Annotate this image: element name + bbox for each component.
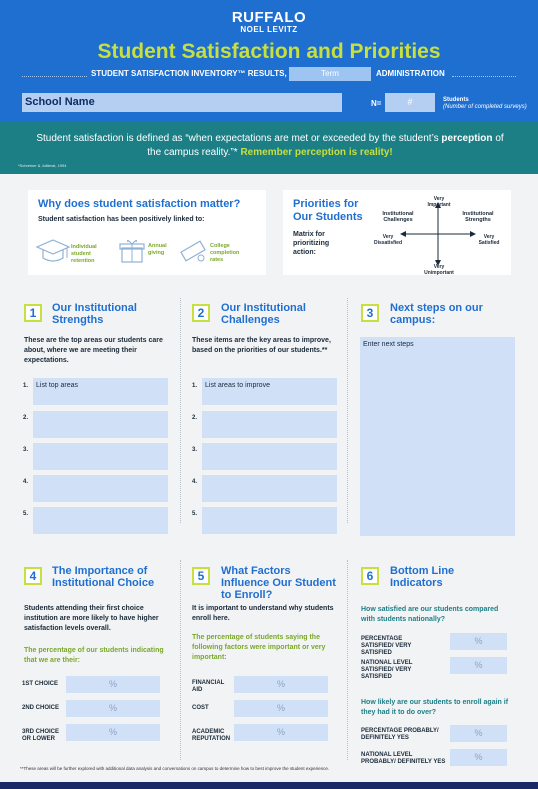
gift-icon <box>118 238 146 264</box>
section-4-title: The Importance of Institutional Choice <box>52 565 155 589</box>
section-6-q1: How satisfied are our students compared with students nationally? <box>361 606 499 623</box>
citation: *Schreiner & Juillerat, 1994 <box>18 163 67 168</box>
section-2-title: Our Institutional Challenges <box>221 302 306 326</box>
diploma-icon <box>179 238 209 266</box>
academic-reputation-label: ACADEMIC REPUTATION <box>192 729 231 742</box>
why-subtitle: Student satisfaction has been positively linked to: <box>38 216 205 223</box>
matrix-very-unimportant: Very Unimportant <box>424 264 454 276</box>
strength-number-5: 5. <box>23 511 29 517</box>
definition-part-c: of the campus reality.”* <box>147 133 504 158</box>
strength-field-1[interactable]: List top areas <box>33 378 168 405</box>
choice-3-label: 3RD CHOICE OR LOWER <box>22 729 60 742</box>
definition-part-a: Student satisfaction is defined as “when expectations are met or exceeded by the student’s <box>36 133 439 144</box>
section-3-number: 3 <box>361 304 379 322</box>
why-item-giving: Annual giving <box>148 243 167 256</box>
column-divider <box>180 560 181 760</box>
strength-number-1: 1. <box>23 383 29 389</box>
definition-text <box>30 132 510 160</box>
section-1-number: 1 <box>24 304 42 322</box>
divider <box>22 76 87 77</box>
financial-aid-field[interactable]: % <box>234 676 328 693</box>
section-5-title: What Factors Influence Our Student to Enroll? <box>221 565 336 601</box>
probably-yes-label: PERCENTAGE PROBABLY/ DEFINITELY YES <box>361 728 439 741</box>
choice-2-label: 2ND CHOICE <box>22 705 60 711</box>
why-item-completion: College completion rates <box>210 243 240 263</box>
section-6-q2: How likely are our students to enroll again if they had it to do over? <box>361 699 509 716</box>
challenge-number-4: 4. <box>192 479 198 485</box>
section-4-number: 4 <box>24 567 42 585</box>
challenge-field-1[interactable]: List areas to improve <box>202 378 337 405</box>
inventory-label: STUDENT SATISFACTION INVENTORY™ RESULTS, <box>91 69 287 78</box>
logo-wordmark: RUFFALO <box>231 9 307 26</box>
section-2-number: 2 <box>192 304 210 322</box>
choice-3-field[interactable]: % <box>66 724 160 741</box>
matrix-very-important: Very Important <box>427 196 451 208</box>
column-divider <box>347 298 348 523</box>
section-6-number: 6 <box>361 567 379 585</box>
challenge-field-3[interactable] <box>202 443 337 470</box>
section-5-desc: It is important to understand why students enroll here. <box>192 605 334 622</box>
challenge-field-2[interactable] <box>202 411 337 438</box>
strength-number-4: 4. <box>23 479 29 485</box>
choice-1-field[interactable]: % <box>66 676 160 693</box>
strength-number-2: 2. <box>23 415 29 421</box>
national-satisfied-label: NATIONAL LEVEL SATISFIED/ VERY SATISFIED <box>361 660 413 680</box>
definition-highlight: Remember perception is reality! <box>240 147 393 158</box>
satisfied-field[interactable]: % <box>450 633 507 650</box>
financial-aid-label: FINANCIAL AID <box>192 680 225 693</box>
section-5-number: 5 <box>192 567 210 585</box>
students-sublabel: (Number of completed surveys) <box>443 104 527 110</box>
choice-2-field[interactable]: % <box>66 700 160 717</box>
strength-field-2[interactable] <box>33 411 168 438</box>
challenge-number-2: 2. <box>192 415 198 421</box>
page-title: Student Satisfaction and Priorities <box>97 40 441 63</box>
students-title: Students <box>443 97 469 103</box>
matrix-very-satisfied: Very Satisfied <box>478 234 500 246</box>
school-name-field[interactable]: School Name <box>22 93 342 112</box>
footnote: **These areas will be further explored with additional data analysis and conversations on campus to determine how to best improve the student experience. <box>20 766 330 771</box>
students-label <box>443 97 527 111</box>
national-satisfied-field[interactable]: % <box>450 657 507 674</box>
academic-reputation-field[interactable]: % <box>234 724 328 741</box>
probably-yes-field[interactable]: % <box>450 725 507 742</box>
column-divider <box>180 298 181 523</box>
challenge-number-5: 5. <box>192 511 198 517</box>
term-field[interactable]: Term <box>289 67 371 81</box>
strength-field-3[interactable] <box>33 443 168 470</box>
challenge-field-4[interactable] <box>202 475 337 502</box>
section-5-green-label: The percentage of students saying the following factors were important or very important: <box>192 634 326 661</box>
challenge-number-3: 3. <box>192 447 198 453</box>
national-probably-yes-field[interactable]: % <box>450 749 507 766</box>
cost-label: COST <box>192 705 209 711</box>
bottom-bar <box>0 782 538 789</box>
strength-field-5[interactable] <box>33 507 168 534</box>
section-4-desc: Students attending their first choice institution are more likely to have higher satisfaction levels overall. <box>24 605 159 632</box>
why-item-retention: Individual student retention <box>71 244 97 264</box>
satisfied-label: PERCENTAGE SATISFIED/ VERY SATISFIED <box>361 636 412 656</box>
logo-subtitle: NOEL LEVITZ <box>240 25 298 34</box>
n-label: N= <box>371 99 382 108</box>
section-6-title: Bottom Line Indicators <box>390 565 455 589</box>
section-2-desc: These items are the key areas to improve, based on the priorities of our students.** <box>192 337 331 354</box>
national-probably-yes-label: NATIONAL LEVEL PROBABLY/ DEFINITELY YES <box>361 752 446 765</box>
matrix-strengths: Institutional Strengths <box>462 211 494 223</box>
matrix-very-dissatisfied: Very Dissatisfied <box>373 234 403 246</box>
challenge-number-1: 1. <box>192 383 198 389</box>
definition-perception: perception <box>441 133 493 144</box>
graduation-cap-icon <box>35 236 71 266</box>
why-title: Why does student satisfaction matter? <box>38 198 241 210</box>
divider <box>452 76 516 77</box>
choice-1-label: 1ST CHOICE <box>22 681 59 687</box>
section-4-green-label: The percentage of our students indicating that we are their: <box>24 647 164 664</box>
challenge-field-5[interactable] <box>202 507 337 534</box>
priorities-title: Priorities for Our Students <box>293 198 363 223</box>
cost-field[interactable]: % <box>234 700 328 717</box>
section-3-title: Next steps on our campus: <box>390 302 483 326</box>
matrix-challenges: Institutional Challenges <box>382 211 414 223</box>
strength-field-4[interactable] <box>33 475 168 502</box>
strength-number-3: 3. <box>23 447 29 453</box>
section-1-title: Our Institutional Strengths <box>52 302 137 326</box>
priorities-subtitle: Matrix for prioritizing action: <box>293 231 330 256</box>
administration-label: ADMINISTRATION <box>376 69 445 78</box>
n-field[interactable]: # <box>385 93 435 112</box>
section-1-desc: These are the top areas our students care about, where we are meeting their expectations. <box>24 337 163 364</box>
column-divider <box>347 560 348 760</box>
next-steps-field[interactable]: Enter next steps <box>360 337 515 536</box>
